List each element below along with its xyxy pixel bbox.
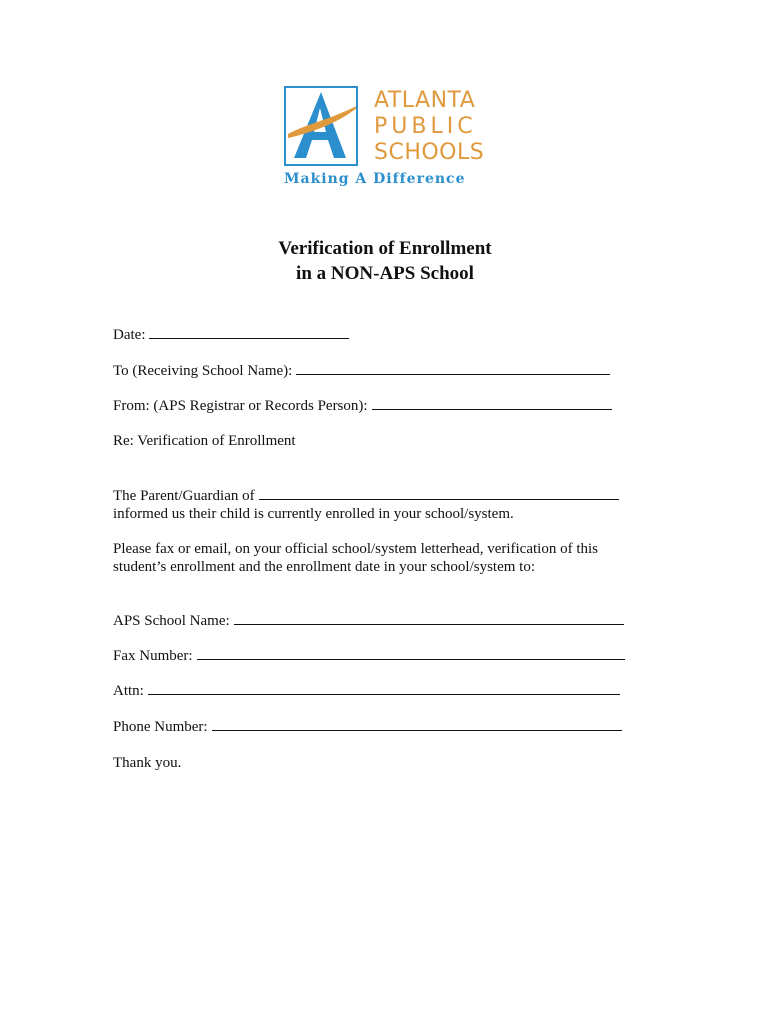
phone-blank[interactable] <box>212 718 622 731</box>
attn-row <box>113 682 620 700</box>
re-line: Re: Verification of Enrollment <box>113 433 296 449</box>
student-name-blank[interactable] <box>259 487 619 500</box>
to-row <box>113 362 610 380</box>
fax-row <box>113 647 625 665</box>
please-line-2: student’s enrollment and the enrollment date in your school/system to: <box>113 559 536 575</box>
aps-school-blank[interactable] <box>234 612 624 625</box>
title-line-1: Verification of Enrollment <box>278 238 492 259</box>
letter-a-icon <box>286 88 356 164</box>
thank-you-line: Thank you. <box>113 755 182 771</box>
please-line-1: Please fax or email, on your official school/system letterhead, verification of this <box>113 541 598 557</box>
aps-school-row <box>113 612 624 630</box>
informed-line: informed us their child is currently enrolled in your school/system. <box>113 506 514 522</box>
date-row <box>113 326 349 344</box>
date-label: Date: <box>113 327 146 343</box>
phone-label: Phone Number: <box>113 719 208 735</box>
attn-blank[interactable] <box>148 682 620 695</box>
fax-blank[interactable] <box>197 647 625 660</box>
aps-logo <box>282 84 485 190</box>
document-title <box>0 236 770 286</box>
aps-school-label: APS School Name: <box>113 613 230 629</box>
from-row <box>113 397 612 415</box>
parent-row <box>113 487 619 505</box>
fax-label: Fax Number: <box>113 648 193 664</box>
from-label: From: (APS Registrar or Records Person): <box>113 398 368 414</box>
registrar-blank[interactable] <box>372 397 612 410</box>
to-label: To (Receiving School Name): <box>113 363 293 379</box>
logo-word-schools: SCHOOLS <box>374 140 485 165</box>
title-line-2: in a NON-APS School <box>296 263 474 284</box>
logo-word-atlanta: ATLANTA <box>374 88 476 113</box>
phone-row <box>113 718 622 736</box>
parent-label: The Parent/Guardian of <box>113 488 255 504</box>
receiving-school-blank[interactable] <box>296 362 610 375</box>
attn-label: Attn: <box>113 683 144 699</box>
logo-tagline: Making A Difference <box>284 171 466 187</box>
logo-word-public: PUBLIC <box>374 114 477 139</box>
date-blank[interactable] <box>149 326 349 339</box>
logo-emblem <box>284 86 358 166</box>
